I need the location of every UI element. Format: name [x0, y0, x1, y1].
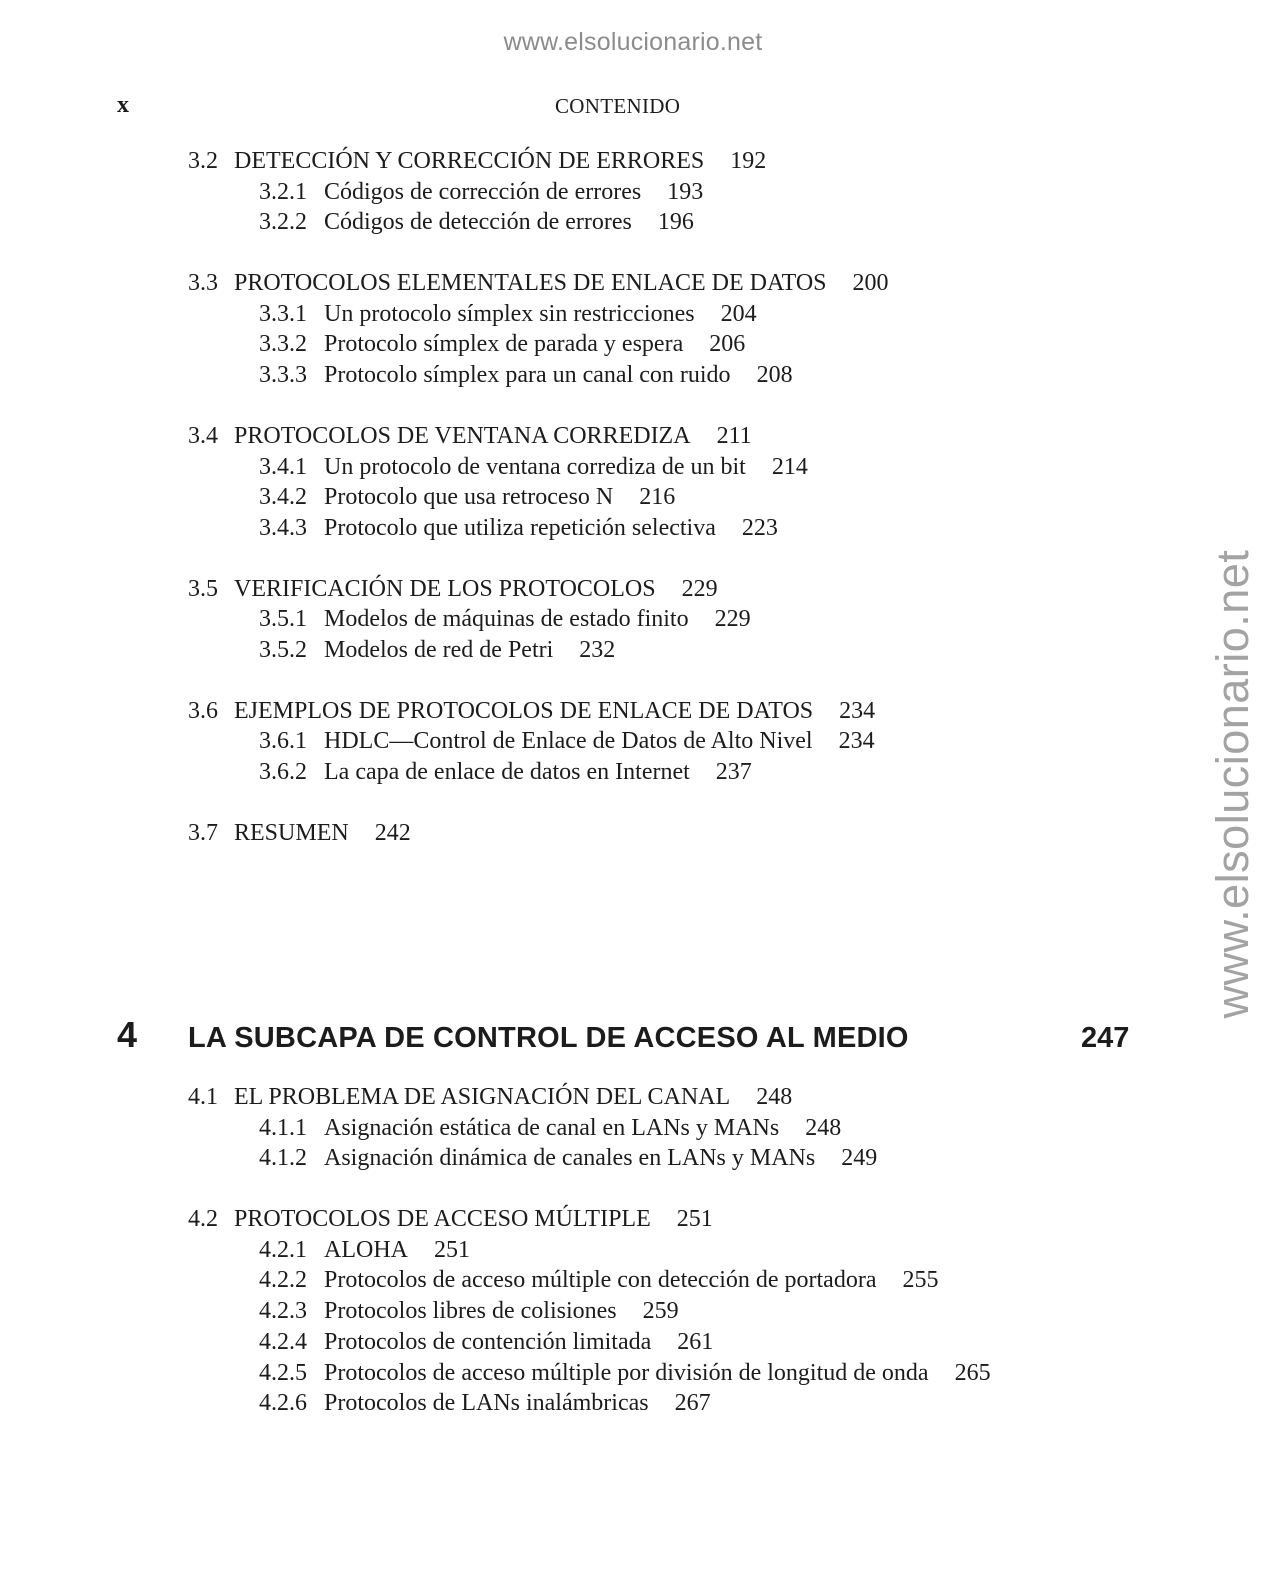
subsection-page: 249	[841, 1145, 878, 1172]
subsection-page: 204	[720, 300, 757, 327]
subsection-page: 214	[771, 453, 808, 480]
subsection-number: 3.4.2	[259, 484, 307, 511]
subsection-number: 3.6.1	[259, 728, 307, 755]
subsection-page: 216	[639, 484, 676, 511]
section-page: 251	[676, 1206, 713, 1233]
subsection-page: 255	[902, 1267, 939, 1294]
toc-entry[interactable]	[0, 423, 1280, 454]
subsection-title: Protocolos de contención limitada	[324, 1328, 652, 1355]
subsection-title: Protocolos de acceso múltiple por división de longitud de onda	[324, 1359, 929, 1386]
toc-subentry[interactable]	[0, 301, 1280, 332]
watermark-top: www.elsolucionario.net	[503, 28, 763, 56]
subsection-title: Códigos de detección de errores	[324, 209, 632, 236]
section-page: 248	[756, 1084, 793, 1110]
toc-subentry[interactable]	[0, 1390, 1280, 1421]
section-number: 3.3	[188, 270, 218, 297]
subsection-page: 251	[434, 1236, 470, 1263]
toc-section	[0, 820, 1280, 851]
toc-subentry[interactable]	[0, 362, 1280, 393]
subsection-number: 3.5.1	[259, 606, 307, 633]
section-number: 4.2	[188, 1206, 218, 1233]
subsection-page: 193	[667, 178, 704, 205]
subsection-title: Modelos de máquinas de estado finito	[324, 606, 689, 633]
subsection-title: Asignación dinámica de canales en LANs y MANs	[324, 1145, 816, 1172]
subsection-title: Protocolos de LANs inalámbricas	[324, 1390, 649, 1417]
subsection-number: 3.3.2	[259, 331, 307, 358]
subsection-title: ALOHA	[324, 1236, 408, 1263]
toc-subentry[interactable]	[0, 1237, 1280, 1268]
subsection-page: 208	[756, 362, 793, 389]
section-title: VERIFICACIÓN DE LOS PROTOCOLOS	[234, 575, 656, 602]
subsection-title: La capa de enlace de datos en Internet	[324, 759, 690, 785]
subsection-page: 248	[805, 1114, 842, 1141]
subsection-number: 4.2.2	[259, 1267, 307, 1294]
subsection-number: 4.2.3	[259, 1298, 307, 1325]
subsection-number: 3.4.3	[259, 514, 307, 541]
toc-subentry[interactable]	[0, 1267, 1280, 1298]
page-number: x	[117, 92, 129, 118]
toc-section	[0, 270, 1280, 393]
toc-subentry[interactable]	[0, 637, 1280, 668]
subsection-number: 4.2.6	[259, 1390, 307, 1417]
toc-subentry[interactable]	[0, 1329, 1280, 1360]
subsection-number: 3.2.2	[259, 209, 307, 236]
subsection-number: 3.2.1	[259, 178, 307, 205]
subsection-title: Un protocolo símplex sin restricciones	[324, 300, 695, 327]
section-title: RESUMEN	[234, 819, 349, 846]
toc-subentry[interactable]	[0, 1145, 1280, 1176]
subsection-number: 3.5.2	[259, 636, 307, 663]
subsection-title: Protocolos de acceso múltiple con detección de portadora	[324, 1267, 877, 1294]
toc-subentry[interactable]	[0, 515, 1280, 546]
section-page: 229	[681, 575, 718, 602]
toc-subentry[interactable]	[0, 1115, 1280, 1146]
toc-section	[0, 148, 1280, 240]
chapter-number: 4	[117, 1014, 138, 1055]
subsection-number: 3.6.2	[259, 759, 307, 785]
section-number: 3.4	[188, 422, 218, 449]
section-number: 3.2	[188, 148, 218, 174]
toc-entry[interactable]	[0, 1206, 1280, 1237]
section-title: EL PROBLEMA DE ASIGNACIÓN DEL CANAL	[234, 1084, 731, 1110]
section-title: PROTOCOLOS ELEMENTALES DE ENLACE DE DATOS	[234, 270, 827, 297]
toc-entry[interactable]	[0, 1084, 1280, 1115]
subsection-number: 3.3.1	[259, 300, 307, 327]
toc-subentry[interactable]	[0, 728, 1280, 759]
toc-subentry[interactable]	[0, 759, 1280, 790]
toc-subentry[interactable]	[0, 484, 1280, 515]
toc-entry[interactable]	[0, 270, 1280, 301]
subsection-title: Protocolo símplex de parada y espera	[324, 331, 684, 358]
subsection-number: 3.4.1	[259, 453, 307, 480]
toc-chapter-3	[0, 148, 1280, 880]
running-title: CONTENIDO	[555, 94, 681, 118]
running-head	[0, 92, 1280, 124]
section-number: 3.6	[188, 697, 218, 724]
chapter-heading[interactable]	[0, 1014, 1280, 1064]
subsection-page: 261	[677, 1328, 714, 1355]
subsection-page: 206	[709, 331, 746, 358]
toc-subentry[interactable]	[0, 331, 1280, 362]
section-number: 3.5	[188, 575, 218, 602]
toc-section	[0, 576, 1280, 668]
subsection-page: 265	[954, 1359, 991, 1386]
toc-subentry[interactable]	[0, 1360, 1280, 1391]
subsection-title: Protocolo que usa retroceso N	[324, 484, 614, 511]
toc-section	[0, 1206, 1280, 1421]
subsection-number: 4.2.4	[259, 1328, 307, 1355]
section-title: PROTOCOLOS DE VENTANA CORREDIZA	[234, 422, 691, 449]
subsection-title: Códigos de corrección de errores	[324, 178, 642, 205]
watermark-side: www.elsolucionario.net	[1207, 549, 1258, 1019]
section-title: EJEMPLOS DE PROTOCOLOS DE ENLACE DE DATOS	[234, 697, 814, 724]
subsection-page: 234	[838, 728, 875, 755]
toc-subentry[interactable]	[0, 1298, 1280, 1329]
subsection-title: Modelos de red de Petri	[324, 636, 554, 663]
subsection-page: 196	[657, 209, 694, 236]
toc-entry[interactable]	[0, 698, 1280, 729]
toc-entry[interactable]	[0, 576, 1280, 607]
subsection-page: 237	[715, 759, 752, 785]
toc-entry[interactable]	[0, 148, 1280, 179]
section-page: 200	[852, 270, 889, 297]
toc-section	[0, 698, 1280, 790]
subsection-number: 4.1.1	[259, 1114, 307, 1141]
subsection-title: Protocolo que utiliza repetición selectiva	[324, 514, 716, 541]
toc-entry[interactable]	[0, 820, 1280, 851]
section-page: 211	[716, 422, 752, 449]
subsection-number: 4.2.1	[259, 1236, 307, 1263]
subsection-page: 267	[674, 1390, 711, 1417]
section-page: 234	[839, 697, 876, 724]
subsection-title: HDLC—Control de Enlace de Datos de Alto Nivel	[324, 728, 813, 755]
section-title: PROTOCOLOS DE ACCESO MÚLTIPLE	[234, 1206, 651, 1233]
toc-section	[0, 423, 1280, 546]
subsection-page: 232	[579, 636, 616, 663]
toc-chapter-4	[0, 1084, 1280, 1451]
subsection-title: Protocolo símplex para un canal con ruido	[324, 362, 731, 389]
section-page: 242	[374, 819, 411, 846]
subsection-title: Protocolos libres de colisiones	[324, 1298, 617, 1325]
toc-subentry[interactable]	[0, 179, 1280, 210]
toc-section	[0, 1084, 1280, 1176]
chapter-page: 247	[1081, 1022, 1130, 1054]
subsection-number: 4.2.5	[259, 1359, 307, 1386]
chapter-title: LA SUBCAPA DE CONTROL DE ACCESO AL MEDIO	[188, 1022, 909, 1054]
toc-subentry[interactable]	[0, 454, 1280, 485]
section-page: 192	[730, 148, 767, 174]
section-number: 3.7	[188, 819, 218, 846]
subsection-page: 229	[714, 606, 751, 633]
section-title: DETECCIÓN Y CORRECCIÓN DE ERRORES	[234, 148, 705, 174]
toc-subentry[interactable]	[0, 209, 1280, 240]
subsection-title: Un protocolo de ventana corrediza de un bit	[324, 453, 746, 480]
subsection-title: Asignación estática de canal en LANs y MANs	[324, 1114, 780, 1141]
toc-subentry[interactable]	[0, 606, 1280, 637]
subsection-number: 3.3.3	[259, 362, 307, 389]
subsection-page: 259	[642, 1298, 679, 1325]
subsection-number: 4.1.2	[259, 1145, 307, 1172]
section-number: 4.1	[188, 1084, 218, 1110]
subsection-page: 223	[741, 514, 778, 541]
